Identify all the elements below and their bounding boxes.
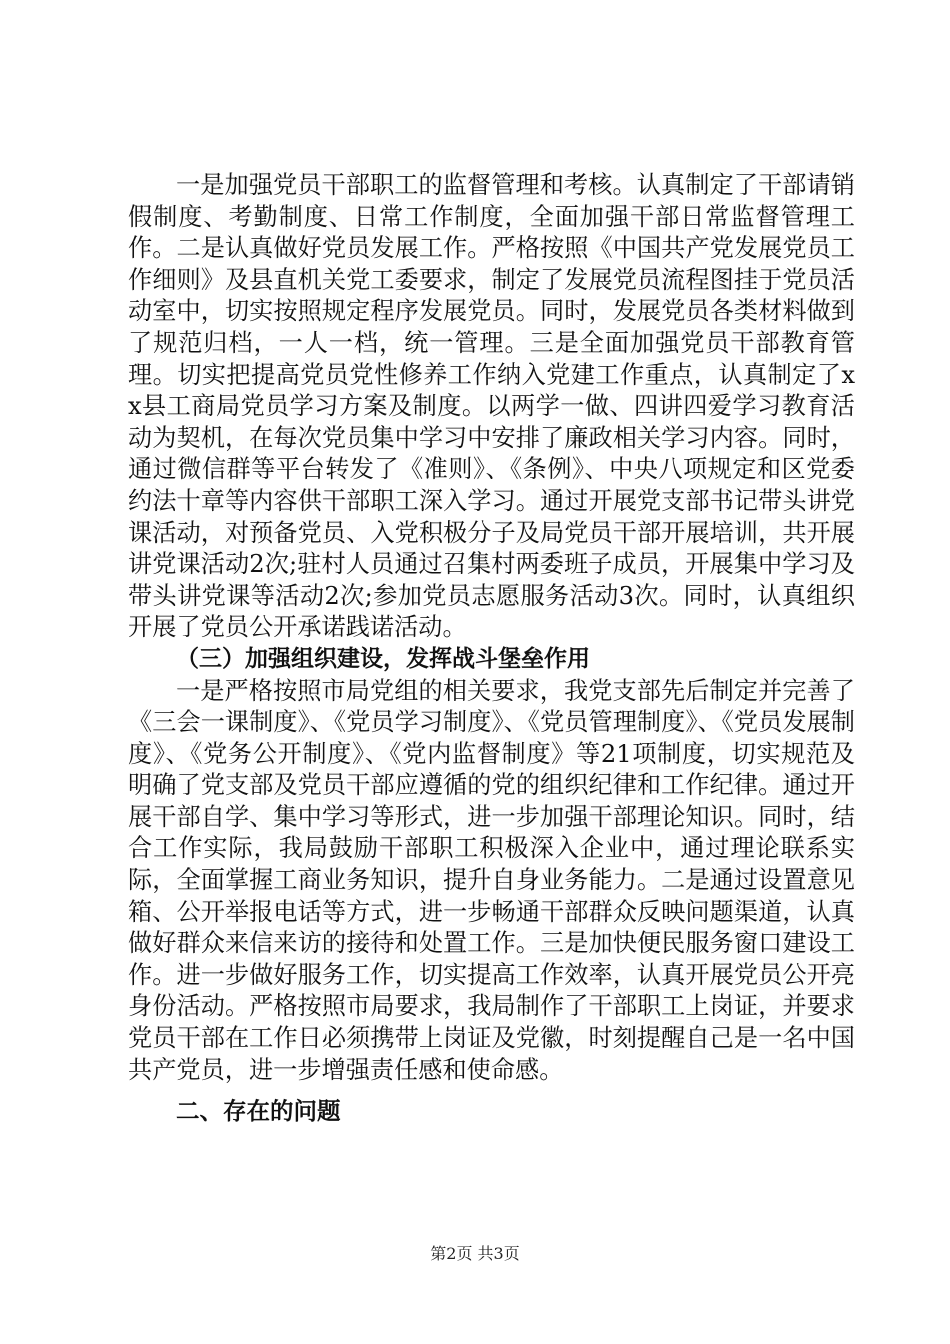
- paragraph-party-member-supervision: 一是加强党员干部职工的监督管理和考核。认真制定了干部请销假制度、考勤制度、日常工作制度，全面加强干部日常监督管理工作。二是认真做好党员发展工作。严格按照《中国共产党发展党员工作细则》及县直机关党工委要求，制定了发展党员流程图挂于党员活动室中，切实按照规定程序发展党员。同时，发展党员各类材料做到了规范归档，一人一档，统一管理。三是全面加强党员干部教育管理。切实把提高党员党性修养工作纳入党建工作重点，认真制定了xx县工商局党员学习方案及制度。以两学一做、四讲四爱学习教育活动为契机，在每次党员集中学习中安排了廉政相关学习内容。同时，通过微信群等平台转发了《准则》、《条例》、中央八项规定和区党委约法十章等内容供干部职工深入学习。通过开展党支部书记带头讲党课活动，对预备党员、入党积极分子及局党员干部开展培训，共开展讲党课活动2次;驻村人员通过召集村两委班子成员，开展集中学习及带头讲党课等活动2次;参加党员志愿服务活动3次。同时，认真组织开展了党员公开承诺践诺活动。: [128, 171, 855, 642]
- paragraph-organization-building: 一是严格按照市局党组的相关要求，我党支部先后制定并完善了《三会一课制度》、《党员学习制度》、《党员管理制度》、《党员发展制度》、《党务公开制度》、《党内监督制度》等21项制度，切实规范及明确了党支部及党员干部应遵循的党的组织纪律和工作纪律。通过开展干部自学、集中学习等形式，进一步加强干部理论知识。同时，结合工作实际，我局鼓励干部职工积极深入企业中，通过理论联系实际，全面掌握工商业务知识，提升自身业务能力。二是通过设置意见箱、公开举报电话等方式，进一步畅通干部群众反映问题渠道，认真做好群众来信来访的接待和处置工作。三是加快便民服务窗口建设工作。进一步做好服务工作，切实提高工作效率，认真开展党员公开亮身份活动。严格按照市局要求，我局制作了干部职工上岗证，并要求党员干部在工作日必须携带上岗证及党徽，时刻提醒自己是一名中国共产党员，进一步增强责任感和使命感。: [128, 676, 855, 1084]
- section-heading-organization-building: （三）加强组织建设，发挥战斗堡垒作用: [176, 645, 590, 672]
- document-body: [128, 170, 855, 1128]
- page-number-footer: 第2页 共3页: [430, 1244, 520, 1263]
- section-heading-existing-problems: 二、存在的问题: [176, 1097, 341, 1126]
